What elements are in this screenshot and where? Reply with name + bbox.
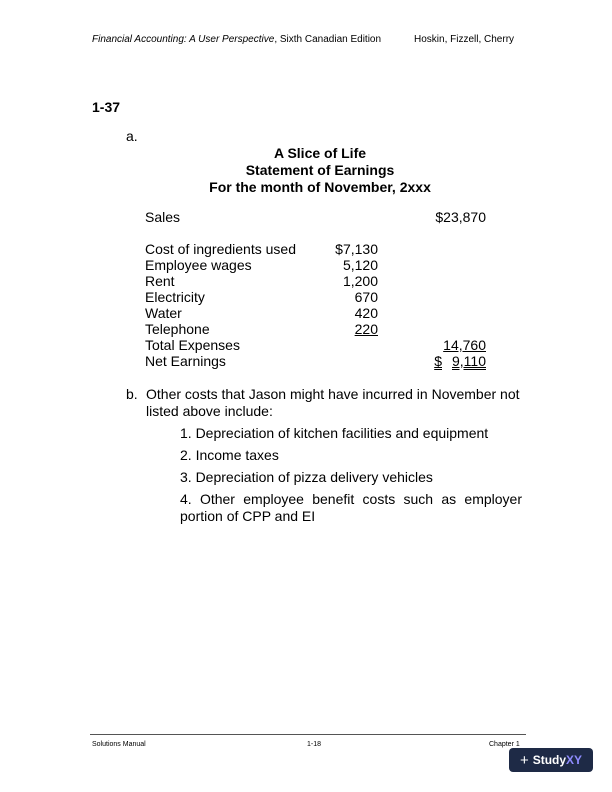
total-expenses-amount: 14,760 [443,337,486,353]
telephone-amount: 220 [354,321,378,337]
net-earnings-amount: 9,110 [452,353,486,369]
studyxy-badge[interactable] [509,748,593,772]
statement-period: For the month of November, 2xxx [209,179,431,195]
company-name: A Slice of Life [273,145,367,161]
badge-brand-a: Study [532,753,567,767]
plus-icon: + [519,751,529,769]
part-b-intro: Other costs that Jason might have incurred in November not listed above include: [146,386,520,419]
expense-amount: $7,130 [335,241,378,257]
expense-amount: 1,200 [342,273,378,289]
footer-page-number: 1-18 [307,741,322,748]
sales-label: Sales [145,209,181,225]
expense-amount: 670 [354,289,378,305]
sales-amount: $23,870 [435,209,486,225]
running-header-authors: Hoskin, Fizzell, Cherry [414,34,515,45]
net-earnings-label: Net Earnings [145,353,226,369]
list-item: 3. Depreciation of pizza delivery vehicles [180,469,433,485]
statement-title: Statement of Earnings [245,162,395,178]
expense-amount: 420 [354,305,378,321]
net-earnings-currency: $ [434,353,442,369]
net-earnings-cell [434,353,486,369]
total-expenses-label: Total Expenses [145,337,240,353]
list-item: 2. Income taxes [180,447,279,463]
expense-label: Employee wages [145,257,252,273]
footer-chapter: Chapter 1 [489,741,520,748]
part-a-label: a. [126,128,138,144]
expense-label: Electricity [145,289,205,305]
running-header-title [92,34,381,45]
book-title: Financial Accounting: A User Perspective [92,34,275,45]
expense-label: Telephone [145,321,210,337]
footer-left: Solutions Manual [92,741,146,748]
footer-divider [90,734,526,735]
total-expenses-cell [443,337,486,353]
expense-amount: 5,120 [342,257,378,273]
net-earnings-value [434,353,486,369]
expense-label: Cost of ingredients used [145,241,296,257]
expense-label: Water [145,305,182,321]
list-item: 4. Other employee benefit costs such as employer portion of CPP and EI [180,491,522,524]
list-item: 1. Depreciation of kitchen facilities and equipment [180,425,489,441]
problem-number: 1-37 [92,99,121,115]
badge-brand-b: XY [566,753,583,767]
expense-label: Rent [145,273,175,289]
part-b-label: b. [126,386,138,402]
book-edition: , Sixth Canadian Edition [274,34,382,45]
expense-amount-last [343,321,378,337]
